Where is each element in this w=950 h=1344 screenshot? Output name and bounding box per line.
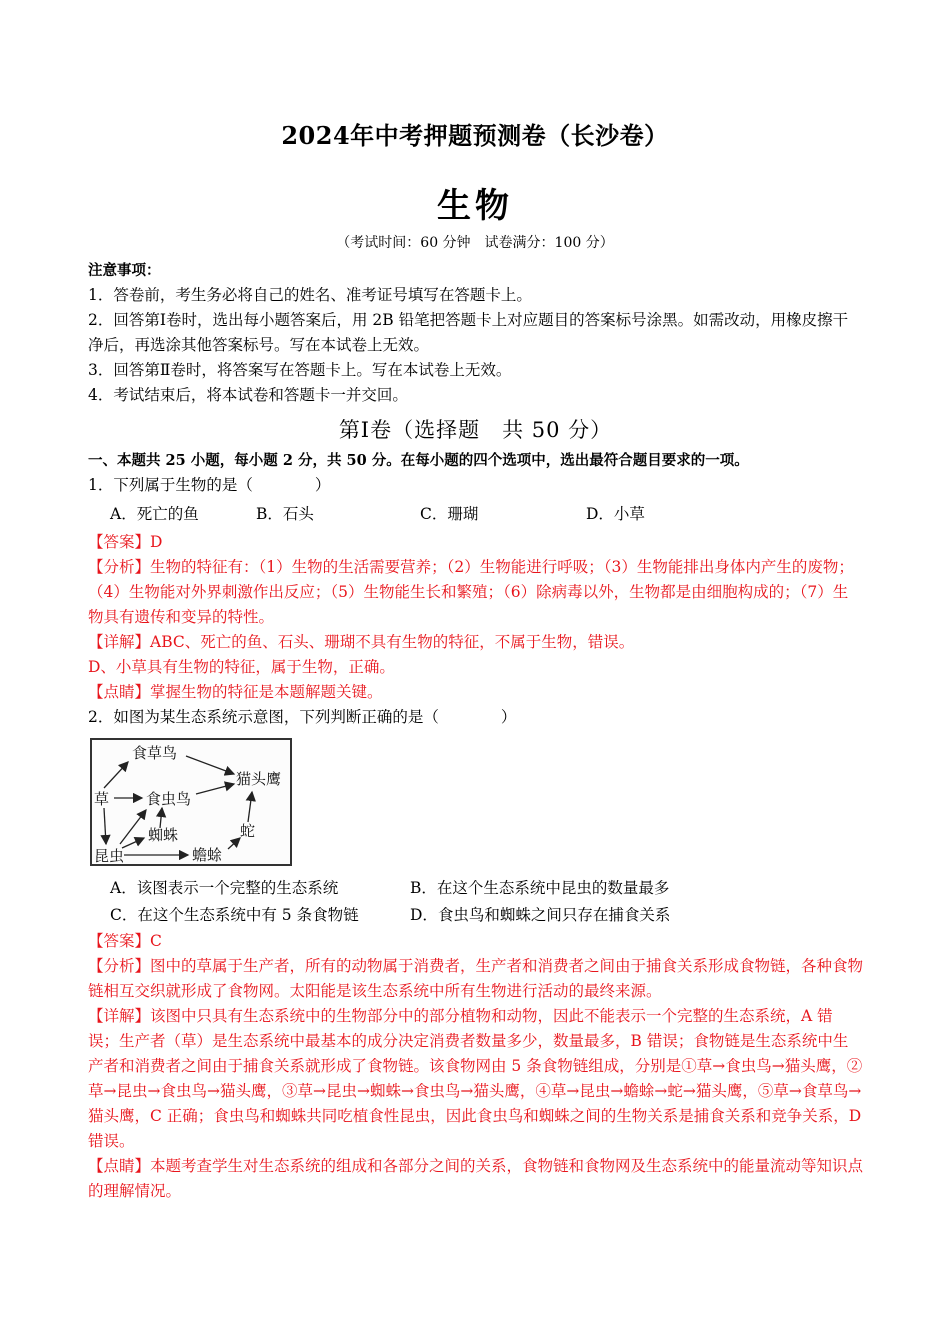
q1-detail-2: D、小草具有生物的特征，属于生物，正确。: [88, 658, 395, 676]
q2-option-b: B．在这个生态系统中昆虫的数量最多: [410, 879, 670, 897]
q2-stem: 2．如图为某生态系统示意图，下列判断正确的是（ ）: [88, 708, 517, 726]
q2-detail: 【详解】该图中只具有生态系统中的生物部分中的部分植物和动物，因此不能表示一个完整的生态系统，A 错误；生产者（草）是生态系统中最基本的成分决定消费者数量多少，数量最多，B 错误；食物链是生态系统中生产者和消费者之间由于捕食关系就形成了食物链。该食物网由 5 条食物链组成，分别是①草→食虫鸟→猫头鹰，②草→昆虫→食虫鸟→猫头鹰，③草→昆虫→蜘蛛→食虫鸟→猫头鹰，④草→昆虫→蟾蜍→蛇→猫头鹰，⑤草→食草鸟→猫头鹰，C 正确；食虫鸟和蜘蛛共同吃植食性昆虫，因此食虫鸟和蜘蛛之间的生物关系是捕食关系和竞争关系，D 错误。: [88, 1007, 863, 1150]
q1-stem: 1．下列属于生物的是（ ）: [88, 476, 331, 494]
label-snake: 蛇: [240, 822, 256, 840]
label-owl: 猫头鹰: [236, 770, 282, 788]
exam-info: （考试时间：60 分钟 试卷满分：100 分）: [336, 235, 614, 251]
exam-body: [88, 258, 863, 1204]
q1-answer: 【答案】D: [88, 533, 163, 551]
q2-tip: 【点睛】本题考查学生对生态系统的组成和各部分之间的关系，食物链和食物网及生态系统中的能量流动等知识点的理解情况。: [88, 1157, 864, 1200]
q1-tip: 【点睛】掌握生物的特征是本题解题关键。: [88, 683, 383, 701]
q2-answer: 【答案】C: [88, 932, 162, 950]
q1-analysis: 【分析】生物的特征有：（1）生物的生活需要营养；（2）生物能进行呼吸；（3）生物能排出身体内产生的废物；（4）生物能对外界刺激作出反应；（5）生物能生长和繁殖；（6）除病毒以外，生物都是由细胞构成的；（7）生物具有遗传和变异的特性。: [88, 558, 854, 626]
label-toad: 蟾蜍: [192, 846, 223, 864]
label-insect: 昆虫: [94, 847, 125, 865]
label-spider: 蜘蛛: [148, 826, 179, 844]
notice-item-1: 1．答卷前，考生务必将自己的姓名、准考证号填写在答题卡上。: [88, 286, 532, 304]
q2-analysis: 【分析】图中的草属于生产者，所有的动物属于消费者，生产者和消费者之间由于捕食关系形成食物链，各种食物链相互交织就形成了食物网。太阳能是该生态系统中所有生物进行活动的最终来源。: [88, 957, 864, 1000]
label-insect-bird: 食虫鸟: [146, 790, 192, 808]
q2-option-c: C．在这个生态系统中有 5 条食物链: [110, 906, 359, 924]
q1-option-c: C．珊瑚: [420, 505, 479, 523]
label-seed-bird: 食草鸟: [132, 744, 178, 762]
label-grass: 草: [94, 790, 110, 808]
q1-option-b: B．石头: [256, 505, 314, 523]
q1-options: [88, 498, 863, 530]
q1-option-d: D．小草: [586, 505, 645, 523]
notice-item-4: 4．考试结束后，将本试卷和答题卡一并交回。: [88, 386, 408, 404]
q2-options-row-2: [88, 902, 863, 929]
q2-options-row-1: [88, 875, 863, 902]
q1-detail-1: 【详解】ABC、死亡的鱼、石头、珊瑚不具有生物的特征，不属于生物，错误。: [88, 633, 635, 651]
section-title: 第Ⅰ卷（选择题 共 50 分）: [338, 418, 613, 442]
q1-option-a: A．死亡的鱼: [110, 505, 199, 523]
q2-option-a: A．该图表示一个完整的生态系统: [110, 879, 339, 897]
food-web-diagram: [88, 736, 296, 869]
notice-item-2: 2．回答第Ⅰ卷时，选出每小题答案后，用 2B 铅笔把答题卡上对应题目的答案标号涂黑。如需改动，用橡皮擦干净后，再选涂其他答案标号。写在本试卷上无效。: [88, 311, 849, 354]
notice-item-3: 3．回答第Ⅱ卷时，将答案写在答题卡上。写在本试卷上无效。: [88, 361, 512, 379]
exam-title: 2024年中考押题预测卷（长沙卷）: [281, 121, 669, 150]
food-web-figure: [88, 736, 296, 869]
notice-heading: 注意事项：: [88, 262, 161, 279]
q2-option-d: D．食虫鸟和蜘蛛之间只存在捕食关系: [410, 906, 671, 924]
section-instruction: 一、本题共 25 小题，每小题 2 分，共 50 分。在每小题的四个选项中，选出最符合题目要求的一项。: [88, 452, 749, 469]
subject-title: 生物: [437, 186, 513, 226]
